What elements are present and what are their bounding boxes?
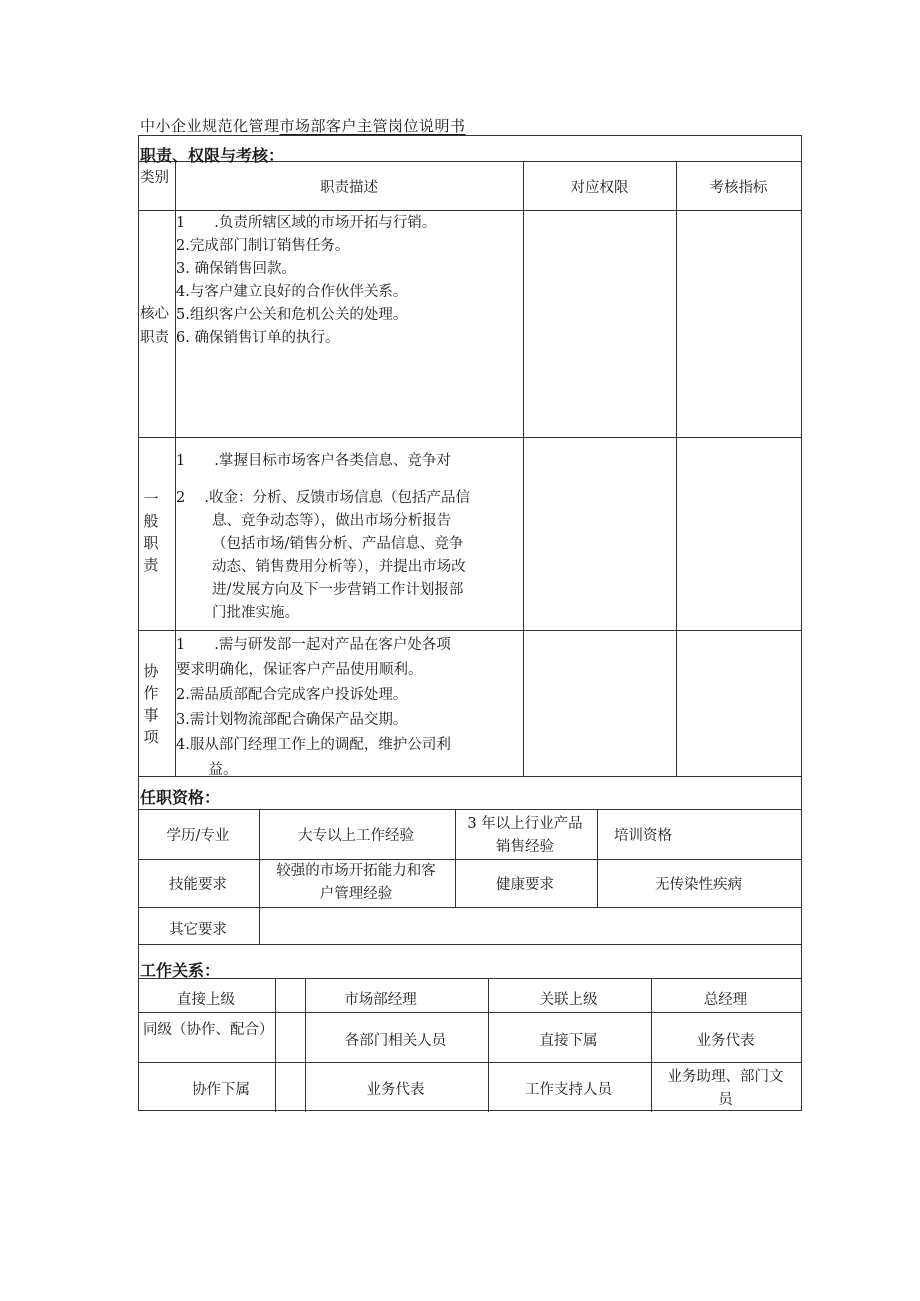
related-superior-value: 总经理 [703,992,748,1008]
experience-line: 销售经验 [496,839,554,855]
document-title [140,115,466,136]
core-label-line2: 职责 [140,330,169,346]
related-superior-label: 关联上级 [539,992,598,1008]
list-item: 要求明确化，保证客户产品使用顺利。 [176,662,423,678]
section-heading-relationships: 工作关系： [140,961,221,980]
coop-subordinate-value: 业务代表 [366,1082,425,1098]
peer-label: 同级（协作、配合） [143,1022,274,1038]
col-header-description: 职责描述 [320,180,378,196]
list-item: 进/发展方向及下一步营销工作计划报部 [212,582,464,598]
label-char: 项 [143,728,159,746]
section-heading-qualifications: 任职资格： [140,788,221,807]
row-divider [139,437,801,438]
list-item: 4.与客户建立良好的合作伙伴关系。 [176,284,408,300]
section-heading-duties: 职责、权限与考核： [140,146,285,165]
skill-label: 技能要求 [169,877,227,893]
title-underlined: 市场部客户主管岗位说明书 [279,117,466,135]
label-char: 作 [143,684,159,702]
peer-value: 各部门相关人员 [344,1033,447,1049]
cooperation-list [176,633,451,783]
row-divider [139,210,801,211]
row-divider [139,1062,801,1063]
education-label: 学历/专业 [166,828,230,844]
label-char: 责 [143,556,159,574]
direct-superior-label: 直接上级 [177,992,235,1008]
row-divider [139,907,801,908]
list-item: 息、竞争动态等），做出市场分析报告 [212,513,452,529]
direct-subordinate-value: 业务代表 [696,1033,755,1049]
list-item: 2.需品质部配合完成客户投诉处理。 [176,687,408,703]
list-item: 1 .负责所辖区域的市场开拓与行销。 [176,215,437,231]
support-staff-label: 工作支持人员 [525,1082,612,1098]
label-char: 职 [143,534,159,552]
experience-value [454,813,596,859]
row-divider [139,859,801,860]
core-duties-list [176,212,436,350]
list-item: 动态、销售费用分析等），并提出市场改 [212,559,466,575]
support-line: 员 [718,1092,733,1108]
education-value: 大专以上工作经验 [298,828,414,844]
coop-subordinate-label: 协作下属 [192,1082,250,1098]
general-duty-item-1: 1 .掌握目标市场客户各类信息、竞争对 [176,453,451,469]
list-item: 益。 [194,762,238,778]
list-item: 2.完成部门制订销售任务。 [176,238,350,254]
cooperation-label [140,660,162,748]
row-divider [139,630,801,631]
list-item: 4.服从部门经理工作上的调配，维护公司利 [176,737,451,753]
title-prefix: 中小企业规范化管理 [140,117,280,135]
col-header-category: 类别 [140,170,169,186]
health-label: 健康要求 [496,877,554,893]
label-char: 协 [143,662,159,680]
row-divider [139,978,801,979]
core-duties-label [140,302,169,350]
label-char: 一 [143,490,159,508]
row-divider [139,809,801,810]
general-duties-label [140,488,162,576]
direct-subordinate-label: 直接下属 [539,1033,598,1049]
col-divider [676,161,677,776]
list-item: （包括市场/销售分析、产品信息、竞争 [212,536,464,552]
experience-line: 3 年以上行业产品 [467,816,583,832]
col-header-authority: 对应权限 [570,180,629,196]
list-item: 3. 确保销售回款。 [176,261,296,277]
skill-value [258,860,454,906]
training-label: 培训资格 [614,828,672,844]
row-divider [139,1012,801,1013]
skill-line: 较强的市场开拓能力和客 [276,863,436,879]
list-item: 门批准实施。 [212,605,299,621]
label-char: 般 [143,512,159,530]
core-label-line1: 核心 [140,306,169,322]
direct-superior-value: 市场部经理 [344,992,417,1008]
col-divider [523,161,524,776]
row-divider [139,944,801,945]
health-value: 无传染性疾病 [655,877,742,893]
list-item: 1 .需与研发部一起对产品在客户处各项 [176,637,451,653]
col-header-kpi: 考核指标 [709,180,768,196]
skill-line: 户管理经验 [319,886,393,902]
list-item: 6. 确保销售订单的执行。 [176,330,340,346]
list-item: 2 .收金：分析、反馈市场信息（包括产品信 [176,490,470,506]
label-char: 事 [143,706,159,724]
other-label: 其它要求 [169,922,227,938]
support-staff-value [650,1066,801,1112]
general-duty-item-2 [176,487,470,625]
support-line: 业务助理、部门文 [667,1069,784,1085]
list-item: 5.组织客户公关和危机公关的处理。 [176,307,408,323]
list-item: 3.需计划物流部配合确保产品交期。 [176,712,408,728]
